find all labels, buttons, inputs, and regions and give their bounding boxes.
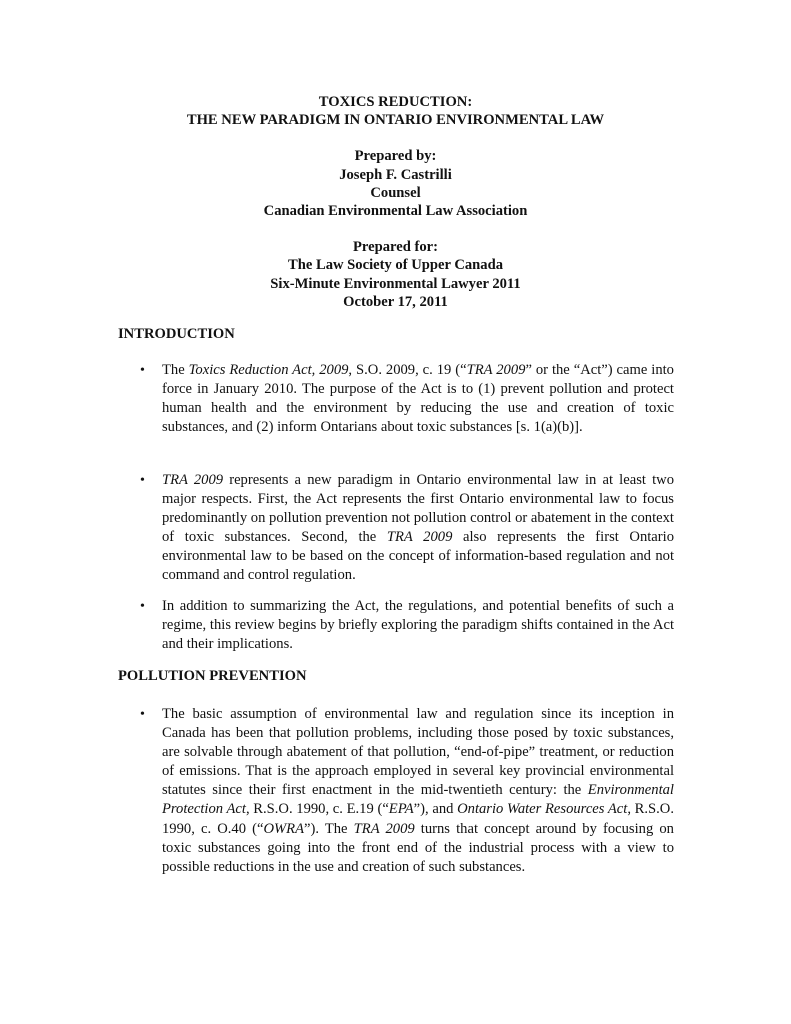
event-name: Six-Minute Environmental Lawyer 2011 (270, 275, 521, 292)
author-organization: Canadian Environmental Law Association (263, 203, 528, 220)
author-name: Joseph F. Castrilli (339, 166, 452, 183)
bullet-icon: • (140, 599, 145, 614)
intro-bullet-2: • TRA 2009 represents a new paradigm in Ontario environmental law in at least two major respects. First, the Act represents the first Ontario environmental law to focus predominantly on pollution prevention not pollution control or abatement in the context of toxic substances. Second, the TRA 2009 also represents the first Ontario environmental law to be based on the concept of information-based regulation and not command and control regulation. (140, 472, 674, 584)
bullet-icon: • (140, 363, 145, 378)
title-line-1: TOXICS REDUCTION: (318, 94, 473, 110)
title-block (0, 93, 791, 311)
section-heading-introduction: INTRODUCTION (118, 326, 235, 342)
intro-bullet-1: • The Toxics Reduction Act, 2009, S.O. 2009, c. 19 (“TRA 2009” or the “Act”) came into force in January 2010. The purpose of the Act is to (1) prevent pollution and protect human health and the environment by reducing the use and creation of toxic substances, and (2) inform Ontarians about toxic substances [s. 1(a)(b)]. (140, 362, 674, 436)
prepared-for-label: Prepared for: (353, 239, 438, 256)
event-date: October 17, 2011 (343, 293, 448, 310)
bullet-icon: • (140, 473, 145, 488)
section-heading-pollution-prevention: POLLUTION PREVENTION (118, 668, 307, 684)
client-organization: The Law Society of Upper Canada (287, 257, 503, 274)
intro-bullet-3: • In addition to summarizing the Act, the regulations, and potential benefits of such a regime, this review begins by briefly exploring the paradigm shifts contained in the Act and their implications. (140, 598, 674, 653)
bullet-icon: • (140, 707, 145, 722)
pollution-prevention-bullet-1: • The basic assumption of environmental law and regulation since its inception in Canada has been that pollution problems, including those posed by toxic substances, are solvable through abatement of that pollution, “end-of-pipe” treatment, or reduction of emissions. That is the approach employed in several key provincial environmental statutes since their first enactment in the mid-twentieth century: the Environmental Protection Act, R.S.O. 1990, c. E.19 (“EPA”), and Ontario Water Resources Act, R.S.O. 1990, c. O.40 (“OWRA”). The TRA 2009 turns that concept around by focusing on toxic substances going into the front end of the industrial process with a view to possible reductions in the use and creation of such substances. (140, 706, 674, 875)
author-role: Counsel (370, 184, 421, 201)
title-line-2: THE NEW PARADIGM IN ONTARIO ENVIRONMENTAL LAW (186, 112, 605, 129)
prepared-by-label: Prepared by: (354, 148, 437, 165)
